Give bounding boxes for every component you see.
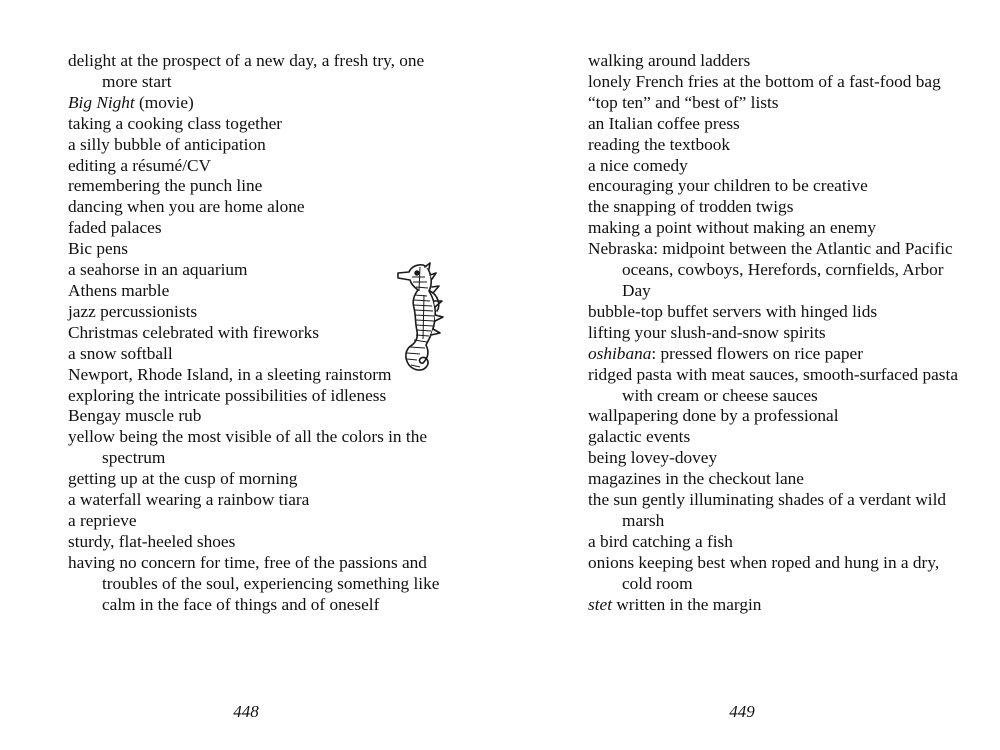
- entry-list-left: [68, 51, 448, 615]
- entry-text: ridged pasta with meat sauces, smooth-surfaced pasta with cream or cheese sauces: [588, 364, 958, 405]
- list-entry: [68, 218, 448, 239]
- list-entry: [68, 93, 448, 114]
- list-entry: [588, 427, 968, 448]
- list-entry: [68, 156, 448, 177]
- right-page: [588, 51, 968, 741]
- list-entry: [68, 427, 448, 469]
- entry-text: walking around ladders: [588, 51, 751, 70]
- entry-text: editing a résumé/CV: [68, 155, 212, 175]
- entry-text: making a point without making an enemy: [588, 218, 876, 238]
- left-page: [68, 51, 448, 741]
- list-entry: [588, 406, 968, 427]
- list-entry: [588, 72, 968, 93]
- list-entry: [68, 469, 448, 490]
- list-entry: [588, 595, 968, 616]
- list-entry: [588, 114, 968, 135]
- entry-text: lifting your slush-and-snow spirits: [588, 322, 826, 342]
- entry-text: getting up at the cusp of morning: [68, 469, 298, 489]
- entry-text: Bic pens: [68, 239, 128, 259]
- entry-text: the snapping of trodden twigs: [588, 197, 794, 217]
- entry-text: delight at the prospect of a new day, a fresh try, one more start: [68, 51, 425, 91]
- list-entry: [588, 156, 968, 177]
- entry-text: taking a cooking class together: [68, 113, 283, 133]
- page-number-right: 449: [729, 702, 755, 721]
- entry-text: an Italian coffee press: [588, 113, 740, 133]
- entry-text: magazines in the checkout lane: [588, 469, 804, 489]
- entry-text: written in the margin: [612, 594, 762, 614]
- entry-text: exploring the intricate possibilities of idleness: [68, 385, 387, 405]
- list-entry: [588, 218, 968, 239]
- list-entry: [588, 365, 968, 407]
- entry-text: the sun gently illuminating shades of a verdant wild marsh: [588, 490, 947, 530]
- entry-text: a waterfall wearing a rainbow tiara: [68, 490, 310, 510]
- page-number-left: 448: [233, 702, 259, 721]
- list-entry: [68, 365, 448, 386]
- list-entry: [68, 302, 448, 323]
- entry-text: “top ten” and “best of” lists: [588, 92, 779, 112]
- entry-text: : pressed flowers on rice paper: [651, 343, 863, 363]
- list-entry: [68, 406, 448, 427]
- list-entry: [588, 176, 968, 197]
- list-entry: [68, 490, 448, 511]
- entry-text: sturdy, flat-heeled shoes: [68, 531, 236, 551]
- list-entry: [68, 323, 448, 344]
- list-entry: [68, 135, 448, 156]
- list-entry: [588, 93, 968, 114]
- seahorse-icon: [396, 261, 448, 379]
- entry-text: encouraging your children to be creative: [588, 176, 868, 196]
- entry-text: Athens marble: [68, 280, 170, 300]
- list-entry: [588, 344, 968, 365]
- list-entry: [588, 302, 968, 323]
- list-entry: [588, 239, 968, 302]
- entry-text: yellow being the most visible of all the colors in the spectrum: [68, 427, 427, 468]
- entry-text: jazz percussionists: [68, 301, 198, 321]
- list-entry: [588, 51, 968, 72]
- entry-text: faded palaces: [68, 218, 162, 238]
- list-entry: [588, 469, 968, 490]
- entry-text: Newport, Rhode Island, in a sleeting rainstorm: [68, 364, 392, 384]
- list-entry: [68, 51, 448, 93]
- list-entry: [588, 448, 968, 469]
- italic-title: Big Night: [68, 92, 135, 112]
- entry-text: wallpapering done by a professional: [588, 406, 839, 426]
- list-entry: [588, 323, 968, 344]
- list-entry: [588, 532, 968, 553]
- italic-title: stet: [588, 594, 612, 614]
- list-entry: [68, 386, 448, 407]
- entry-text: a silly bubble of anticipation: [68, 134, 266, 154]
- italic-title: oshibana: [588, 343, 652, 363]
- entry-text: onions keeping best when roped and hung in a dry, cold room: [588, 552, 940, 593]
- list-entry: [68, 344, 448, 365]
- list-entry: [588, 135, 968, 156]
- list-entry: [68, 281, 448, 302]
- entry-text: a snow softball: [68, 343, 173, 363]
- list-entry: [68, 176, 448, 197]
- list-entry: [68, 511, 448, 532]
- list-entry: [68, 197, 448, 218]
- entry-text: a bird catching a fish: [588, 531, 733, 551]
- entry-text: bubble-top buffet servers with hinged lids: [588, 301, 878, 321]
- list-entry: [68, 114, 448, 135]
- entry-text: dancing when you are home alone: [68, 197, 305, 217]
- list-entry: [68, 239, 448, 260]
- entry-text: a reprieve: [68, 510, 137, 530]
- list-entry: [588, 197, 968, 218]
- entry-text: remembering the punch line: [68, 176, 263, 196]
- list-entry: [68, 532, 448, 553]
- list-entry: [588, 553, 968, 595]
- entry-text: having no concern for time, free of the passions and troubles of the soul, experiencing something like calm in the face of things and of oneself: [68, 552, 440, 614]
- entry-text: galactic events: [588, 427, 691, 447]
- entry-text: Nebraska: midpoint between the Atlantic and Pacific oceans, cowboys, Herefords, cornfields, Arbor Day: [588, 239, 953, 300]
- list-entry: [68, 260, 448, 281]
- list-entry: [588, 490, 968, 532]
- entry-text: a seahorse in an aquarium: [68, 260, 248, 280]
- entry-text: (movie): [134, 92, 194, 112]
- entry-text: reading the textbook: [588, 134, 731, 154]
- entry-text: Bengay muscle rub: [68, 406, 202, 426]
- list-entry: [68, 553, 448, 616]
- entry-list-right: [588, 51, 968, 615]
- entry-text: Christmas celebrated with fireworks: [68, 322, 319, 342]
- entry-text: being lovey-dovey: [588, 448, 718, 468]
- entry-text: lonely French fries at the bottom of a fast-food bag: [588, 71, 941, 91]
- entry-text: a nice comedy: [588, 155, 688, 175]
